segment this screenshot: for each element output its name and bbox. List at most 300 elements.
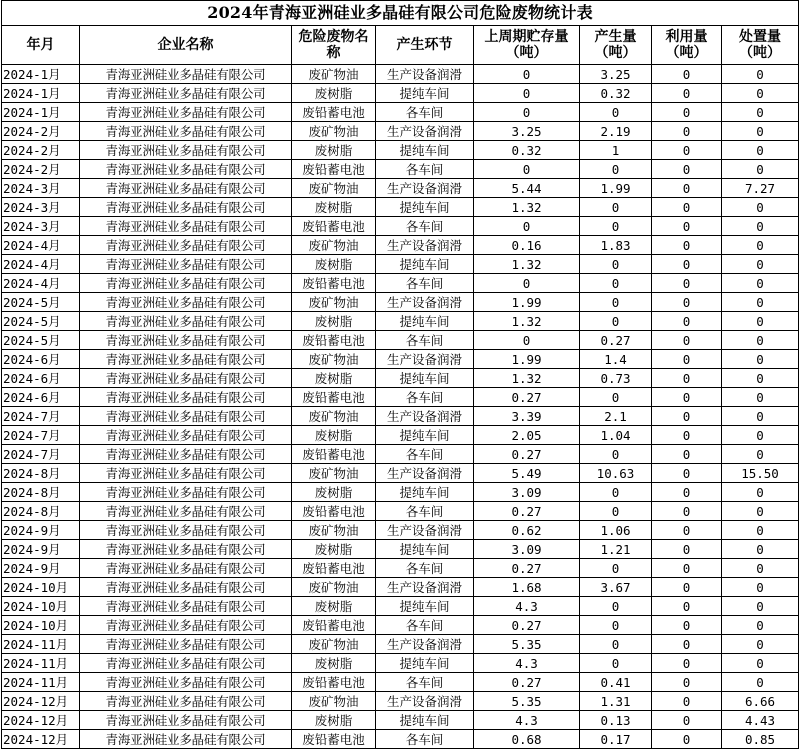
cell-company: 青海亚洲硅业多晶硅有限公司 <box>80 217 292 236</box>
cell-year-month: 2024-3月 <box>2 217 80 236</box>
cell-company: 青海亚洲硅业多晶硅有限公司 <box>80 540 292 559</box>
cell-generated: 1.31 <box>580 692 652 711</box>
cell-process: 各车间 <box>376 559 474 578</box>
table-title: 2024年青海亚洲硅业多晶硅有限公司危险废物统计表 <box>2 1 799 26</box>
table-row <box>2 464 799 483</box>
cell-year-month: 2024-1月 <box>2 65 80 84</box>
cell-waste-name: 废铅蓄电池 <box>292 559 376 578</box>
cell-year-month: 2024-11月 <box>2 673 80 692</box>
cell-process: 生产设备润滑 <box>376 578 474 597</box>
cell-process: 提纯车间 <box>376 711 474 730</box>
table-row <box>2 597 799 616</box>
table-row <box>2 293 799 312</box>
cell-previous-storage: 5.44 <box>474 179 580 198</box>
cell-company: 青海亚洲硅业多晶硅有限公司 <box>80 521 292 540</box>
cell-previous-storage: 3.09 <box>474 483 580 502</box>
cell-company: 青海亚洲硅业多晶硅有限公司 <box>80 103 292 122</box>
cell-company: 青海亚洲硅业多晶硅有限公司 <box>80 388 292 407</box>
table-row <box>2 730 799 749</box>
cell-year-month: 2024-11月 <box>2 654 80 673</box>
cell-generated: 0 <box>580 388 652 407</box>
cell-company: 青海亚洲硅业多晶硅有限公司 <box>80 635 292 654</box>
cell-company: 青海亚洲硅业多晶硅有限公司 <box>80 692 292 711</box>
table-row <box>2 369 799 388</box>
cell-process: 提纯车间 <box>376 540 474 559</box>
cell-process: 生产设备润滑 <box>376 464 474 483</box>
header-process: 产生环节 <box>376 26 474 65</box>
cell-utilized: 0 <box>652 255 722 274</box>
cell-disposed: 0 <box>722 369 799 388</box>
cell-disposed: 0 <box>722 502 799 521</box>
cell-process: 各车间 <box>376 502 474 521</box>
cell-process: 各车间 <box>376 616 474 635</box>
cell-process: 生产设备润滑 <box>376 179 474 198</box>
cell-utilized: 0 <box>652 179 722 198</box>
table-row <box>2 502 799 521</box>
cell-disposed: 0 <box>722 255 799 274</box>
table-row <box>2 198 799 217</box>
cell-process: 各车间 <box>376 673 474 692</box>
cell-process: 各车间 <box>376 217 474 236</box>
cell-process: 生产设备润滑 <box>376 293 474 312</box>
cell-company: 青海亚洲硅业多晶硅有限公司 <box>80 578 292 597</box>
table-row <box>2 578 799 597</box>
cell-process: 各车间 <box>376 274 474 293</box>
cell-waste-name: 废树脂 <box>292 426 376 445</box>
cell-waste-name: 废树脂 <box>292 654 376 673</box>
table-row <box>2 312 799 331</box>
cell-disposed: 0 <box>722 293 799 312</box>
cell-company: 青海亚洲硅业多晶硅有限公司 <box>80 255 292 274</box>
cell-year-month: 2024-1月 <box>2 84 80 103</box>
cell-company: 青海亚洲硅业多晶硅有限公司 <box>80 426 292 445</box>
cell-utilized: 0 <box>652 559 722 578</box>
cell-year-month: 2024-11月 <box>2 635 80 654</box>
table-row <box>2 331 799 350</box>
cell-utilized: 0 <box>652 141 722 160</box>
cell-waste-name: 废铅蓄电池 <box>292 160 376 179</box>
cell-year-month: 2024-7月 <box>2 445 80 464</box>
cell-utilized: 0 <box>652 369 722 388</box>
cell-utilized: 0 <box>652 654 722 673</box>
cell-company: 青海亚洲硅业多晶硅有限公司 <box>80 274 292 293</box>
cell-previous-storage: 5.35 <box>474 692 580 711</box>
cell-generated: 3.67 <box>580 578 652 597</box>
cell-utilized: 0 <box>652 521 722 540</box>
cell-year-month: 2024-8月 <box>2 464 80 483</box>
cell-previous-storage: 0.27 <box>474 673 580 692</box>
cell-utilized: 0 <box>652 312 722 331</box>
cell-previous-storage: 0 <box>474 65 580 84</box>
cell-year-month: 2024-10月 <box>2 616 80 635</box>
cell-process: 各车间 <box>376 103 474 122</box>
cell-previous-storage: 1.32 <box>474 255 580 274</box>
cell-company: 青海亚洲硅业多晶硅有限公司 <box>80 293 292 312</box>
cell-waste-name: 废矿物油 <box>292 578 376 597</box>
cell-previous-storage: 5.35 <box>474 635 580 654</box>
cell-generated: 0.73 <box>580 369 652 388</box>
table-row <box>2 407 799 426</box>
table-row <box>2 84 799 103</box>
cell-generated: 0 <box>580 616 652 635</box>
cell-disposed: 0 <box>722 559 799 578</box>
cell-generated: 0 <box>580 502 652 521</box>
cell-year-month: 2024-9月 <box>2 521 80 540</box>
cell-waste-name: 废树脂 <box>292 369 376 388</box>
cell-waste-name: 废铅蓄电池 <box>292 730 376 749</box>
cell-year-month: 2024-4月 <box>2 274 80 293</box>
cell-waste-name: 废矿物油 <box>292 407 376 426</box>
cell-company: 青海亚洲硅业多晶硅有限公司 <box>80 350 292 369</box>
cell-waste-name: 废树脂 <box>292 141 376 160</box>
cell-disposed: 0 <box>722 597 799 616</box>
cell-year-month: 2024-5月 <box>2 331 80 350</box>
cell-utilized: 0 <box>652 331 722 350</box>
cell-waste-name: 废矿物油 <box>292 65 376 84</box>
cell-waste-name: 废矿物油 <box>292 521 376 540</box>
cell-generated: 0 <box>580 274 652 293</box>
title-row <box>2 1 799 26</box>
cell-year-month: 2024-1月 <box>2 103 80 122</box>
header-previous-storage: 上周期贮存量（吨） <box>474 26 580 65</box>
cell-previous-storage: 4.3 <box>474 711 580 730</box>
cell-company: 青海亚洲硅业多晶硅有限公司 <box>80 502 292 521</box>
table-row <box>2 274 799 293</box>
cell-generated: 0 <box>580 160 652 179</box>
cell-waste-name: 废树脂 <box>292 711 376 730</box>
header-company: 企业名称 <box>80 26 292 65</box>
cell-disposed: 0 <box>722 331 799 350</box>
cell-utilized: 0 <box>652 464 722 483</box>
cell-process: 生产设备润滑 <box>376 236 474 255</box>
cell-disposed: 0 <box>722 635 799 654</box>
cell-generated: 1.4 <box>580 350 652 369</box>
cell-disposed: 0 <box>722 673 799 692</box>
cell-process: 提纯车间 <box>376 426 474 445</box>
cell-utilized: 0 <box>652 103 722 122</box>
cell-utilized: 0 <box>652 388 722 407</box>
cell-generated: 0 <box>580 445 652 464</box>
header-disposed: 处置量（吨） <box>722 26 799 65</box>
cell-company: 青海亚洲硅业多晶硅有限公司 <box>80 616 292 635</box>
cell-waste-name: 废树脂 <box>292 597 376 616</box>
cell-process: 各车间 <box>376 388 474 407</box>
table-row <box>2 426 799 445</box>
cell-previous-storage: 1.99 <box>474 350 580 369</box>
cell-utilized: 0 <box>652 673 722 692</box>
cell-process: 生产设备润滑 <box>376 65 474 84</box>
cell-process: 生产设备润滑 <box>376 692 474 711</box>
cell-generated: 10.63 <box>580 464 652 483</box>
cell-company: 青海亚洲硅业多晶硅有限公司 <box>80 483 292 502</box>
cell-previous-storage: 1.32 <box>474 198 580 217</box>
cell-year-month: 2024-7月 <box>2 426 80 445</box>
cell-waste-name: 废矿物油 <box>292 464 376 483</box>
header-waste-name: 危险废物名称 <box>292 26 376 65</box>
cell-company: 青海亚洲硅业多晶硅有限公司 <box>80 331 292 350</box>
table-row <box>2 141 799 160</box>
cell-waste-name: 废矿物油 <box>292 122 376 141</box>
cell-process: 各车间 <box>376 445 474 464</box>
cell-utilized: 0 <box>652 350 722 369</box>
cell-disposed: 0 <box>722 312 799 331</box>
table-row <box>2 635 799 654</box>
cell-company: 青海亚洲硅业多晶硅有限公司 <box>80 407 292 426</box>
cell-waste-name: 废树脂 <box>292 255 376 274</box>
table-row <box>2 540 799 559</box>
cell-generated: 0 <box>580 312 652 331</box>
header-year-month: 年月 <box>2 26 80 65</box>
cell-utilized: 0 <box>652 540 722 559</box>
cell-generated: 0 <box>580 293 652 312</box>
cell-waste-name: 废铅蓄电池 <box>292 331 376 350</box>
cell-generated: 1.21 <box>580 540 652 559</box>
cell-process: 提纯车间 <box>376 141 474 160</box>
cell-utilized: 0 <box>652 84 722 103</box>
cell-previous-storage: 0.27 <box>474 559 580 578</box>
cell-disposed: 6.66 <box>722 692 799 711</box>
cell-process: 生产设备润滑 <box>376 635 474 654</box>
cell-previous-storage: 0 <box>474 217 580 236</box>
cell-disposed: 0 <box>722 141 799 160</box>
cell-generated: 0 <box>580 483 652 502</box>
table-body <box>2 1 799 749</box>
cell-company: 青海亚洲硅业多晶硅有限公司 <box>80 597 292 616</box>
cell-company: 青海亚洲硅业多晶硅有限公司 <box>80 654 292 673</box>
cell-process: 各车间 <box>376 331 474 350</box>
cell-waste-name: 废铅蓄电池 <box>292 502 376 521</box>
table-row <box>2 236 799 255</box>
cell-generated: 0 <box>580 255 652 274</box>
cell-generated: 1.83 <box>580 236 652 255</box>
cell-previous-storage: 0.27 <box>474 445 580 464</box>
cell-disposed: 0 <box>722 578 799 597</box>
cell-utilized: 0 <box>652 635 722 654</box>
cell-previous-storage: 2.05 <box>474 426 580 445</box>
cell-waste-name: 废矿物油 <box>292 692 376 711</box>
cell-disposed: 0 <box>722 654 799 673</box>
cell-utilized: 0 <box>652 578 722 597</box>
cell-generated: 0.17 <box>580 730 652 749</box>
cell-waste-name: 废铅蓄电池 <box>292 673 376 692</box>
cell-generated: 0.41 <box>580 673 652 692</box>
cell-utilized: 0 <box>652 616 722 635</box>
cell-company: 青海亚洲硅业多晶硅有限公司 <box>80 179 292 198</box>
cell-utilized: 0 <box>652 445 722 464</box>
cell-generated: 0 <box>580 198 652 217</box>
cell-previous-storage: 0.62 <box>474 521 580 540</box>
cell-previous-storage: 1.32 <box>474 369 580 388</box>
table-row <box>2 483 799 502</box>
cell-generated: 0 <box>580 654 652 673</box>
cell-previous-storage: 3.39 <box>474 407 580 426</box>
cell-year-month: 2024-9月 <box>2 540 80 559</box>
cell-disposed: 0 <box>722 350 799 369</box>
cell-utilized: 0 <box>652 236 722 255</box>
cell-waste-name: 废铅蓄电池 <box>292 103 376 122</box>
cell-previous-storage: 0 <box>474 160 580 179</box>
cell-process: 各车间 <box>376 160 474 179</box>
cell-disposed: 15.50 <box>722 464 799 483</box>
cell-previous-storage: 0.16 <box>474 236 580 255</box>
cell-process: 生产设备润滑 <box>376 521 474 540</box>
cell-process: 生产设备润滑 <box>376 122 474 141</box>
header-generated: 产生量（吨） <box>580 26 652 65</box>
table-row <box>2 654 799 673</box>
cell-generated: 2.1 <box>580 407 652 426</box>
table-row <box>2 179 799 198</box>
cell-generated: 0 <box>580 103 652 122</box>
cell-generated: 1 <box>580 141 652 160</box>
cell-previous-storage: 1.68 <box>474 578 580 597</box>
cell-disposed: 0 <box>722 198 799 217</box>
cell-company: 青海亚洲硅业多晶硅有限公司 <box>80 65 292 84</box>
table-row <box>2 103 799 122</box>
cell-disposed: 0 <box>722 217 799 236</box>
cell-generated: 1.99 <box>580 179 652 198</box>
cell-previous-storage: 0.27 <box>474 616 580 635</box>
table-row <box>2 692 799 711</box>
cell-waste-name: 废矿物油 <box>292 293 376 312</box>
cell-utilized: 0 <box>652 692 722 711</box>
cell-waste-name: 废铅蓄电池 <box>292 217 376 236</box>
cell-company: 青海亚洲硅业多晶硅有限公司 <box>80 730 292 749</box>
cell-previous-storage: 0 <box>474 331 580 350</box>
cell-disposed: 0 <box>722 65 799 84</box>
cell-utilized: 0 <box>652 502 722 521</box>
cell-generated: 2.19 <box>580 122 652 141</box>
cell-year-month: 2024-8月 <box>2 483 80 502</box>
cell-company: 青海亚洲硅业多晶硅有限公司 <box>80 711 292 730</box>
cell-previous-storage: 0.32 <box>474 141 580 160</box>
cell-year-month: 2024-6月 <box>2 388 80 407</box>
cell-year-month: 2024-10月 <box>2 597 80 616</box>
cell-previous-storage: 1.99 <box>474 293 580 312</box>
cell-previous-storage: 0 <box>474 274 580 293</box>
cell-utilized: 0 <box>652 198 722 217</box>
cell-company: 青海亚洲硅业多晶硅有限公司 <box>80 236 292 255</box>
cell-process: 提纯车间 <box>376 483 474 502</box>
cell-process: 提纯车间 <box>376 84 474 103</box>
cell-disposed: 0 <box>722 160 799 179</box>
table-row <box>2 711 799 730</box>
table-row <box>2 350 799 369</box>
cell-company: 青海亚洲硅业多晶硅有限公司 <box>80 559 292 578</box>
cell-disposed: 0 <box>722 521 799 540</box>
cell-disposed: 0 <box>722 407 799 426</box>
cell-year-month: 2024-12月 <box>2 730 80 749</box>
cell-waste-name: 废铅蓄电池 <box>292 616 376 635</box>
cell-company: 青海亚洲硅业多晶硅有限公司 <box>80 84 292 103</box>
cell-waste-name: 废树脂 <box>292 312 376 331</box>
cell-utilized: 0 <box>652 407 722 426</box>
cell-disposed: 0 <box>722 483 799 502</box>
table-row <box>2 673 799 692</box>
cell-year-month: 2024-9月 <box>2 559 80 578</box>
cell-generated: 0 <box>580 559 652 578</box>
cell-process: 提纯车间 <box>376 597 474 616</box>
cell-previous-storage: 4.3 <box>474 654 580 673</box>
cell-disposed: 0 <box>722 122 799 141</box>
table-row <box>2 445 799 464</box>
cell-utilized: 0 <box>652 711 722 730</box>
cell-previous-storage: 0.27 <box>474 388 580 407</box>
cell-company: 青海亚洲硅业多晶硅有限公司 <box>80 369 292 388</box>
cell-generated: 0 <box>580 597 652 616</box>
cell-company: 青海亚洲硅业多晶硅有限公司 <box>80 445 292 464</box>
cell-process: 提纯车间 <box>376 255 474 274</box>
cell-generated: 0.32 <box>580 84 652 103</box>
cell-disposed: 0 <box>722 616 799 635</box>
cell-waste-name: 废树脂 <box>292 483 376 502</box>
cell-year-month: 2024-10月 <box>2 578 80 597</box>
table-row <box>2 160 799 179</box>
cell-utilized: 0 <box>652 160 722 179</box>
cell-previous-storage: 3.25 <box>474 122 580 141</box>
cell-previous-storage: 0.27 <box>474 502 580 521</box>
cell-company: 青海亚洲硅业多晶硅有限公司 <box>80 198 292 217</box>
cell-process: 生产设备润滑 <box>376 407 474 426</box>
table-row <box>2 559 799 578</box>
table-row <box>2 65 799 84</box>
cell-utilized: 0 <box>652 217 722 236</box>
cell-generated: 0 <box>580 217 652 236</box>
table-row <box>2 255 799 274</box>
cell-generated: 3.25 <box>580 65 652 84</box>
cell-previous-storage: 1.32 <box>474 312 580 331</box>
cell-year-month: 2024-5月 <box>2 293 80 312</box>
cell-previous-storage: 0 <box>474 84 580 103</box>
cell-disposed: 0 <box>722 236 799 255</box>
cell-waste-name: 废矿物油 <box>292 179 376 198</box>
cell-waste-name: 废树脂 <box>292 198 376 217</box>
cell-company: 青海亚洲硅业多晶硅有限公司 <box>80 312 292 331</box>
cell-waste-name: 废铅蓄电池 <box>292 388 376 407</box>
cell-utilized: 0 <box>652 426 722 445</box>
cell-year-month: 2024-7月 <box>2 407 80 426</box>
cell-generated: 0.27 <box>580 331 652 350</box>
cell-utilized: 0 <box>652 293 722 312</box>
cell-disposed: 0 <box>722 388 799 407</box>
cell-process: 提纯车间 <box>376 654 474 673</box>
cell-previous-storage: 5.49 <box>474 464 580 483</box>
cell-year-month: 2024-2月 <box>2 160 80 179</box>
table-row <box>2 217 799 236</box>
cell-year-month: 2024-8月 <box>2 502 80 521</box>
cell-generated: 1.04 <box>580 426 652 445</box>
cell-previous-storage: 0.68 <box>474 730 580 749</box>
cell-disposed: 7.27 <box>722 179 799 198</box>
cell-year-month: 2024-4月 <box>2 255 80 274</box>
cell-company: 青海亚洲硅业多晶硅有限公司 <box>80 141 292 160</box>
cell-year-month: 2024-6月 <box>2 369 80 388</box>
table-row <box>2 616 799 635</box>
cell-disposed: 0 <box>722 540 799 559</box>
cell-waste-name: 废矿物油 <box>292 236 376 255</box>
cell-waste-name: 废树脂 <box>292 540 376 559</box>
cell-year-month: 2024-6月 <box>2 350 80 369</box>
cell-generated: 0.13 <box>580 711 652 730</box>
cell-utilized: 0 <box>652 597 722 616</box>
cell-process: 生产设备润滑 <box>376 350 474 369</box>
cell-company: 青海亚洲硅业多晶硅有限公司 <box>80 464 292 483</box>
cell-year-month: 2024-12月 <box>2 692 80 711</box>
cell-waste-name: 废矿物油 <box>292 350 376 369</box>
cell-year-month: 2024-2月 <box>2 122 80 141</box>
cell-waste-name: 废铅蓄电池 <box>292 274 376 293</box>
cell-waste-name: 废铅蓄电池 <box>292 445 376 464</box>
table-row <box>2 122 799 141</box>
